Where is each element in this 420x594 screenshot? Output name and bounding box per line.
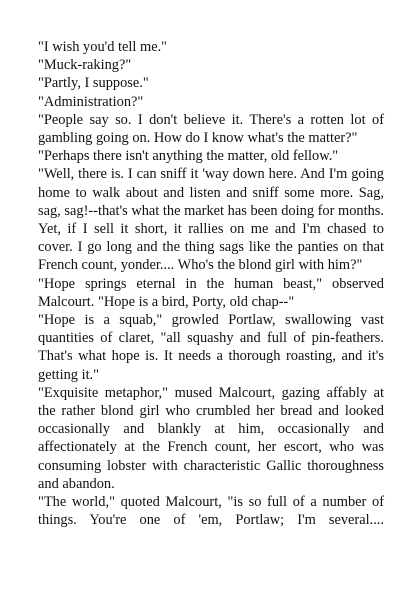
paragraph: "I wish you'd tell me." [38,39,168,55]
paragraph: "Hope springs eternal in the human beast," observed Malcourt. "Hope is a bird, Porty, old chap--" [38,275,384,310]
paragraph: "Hope is a squab," growled Portlaw, swallowing vast quantities of claret, "all squashy and full of pin-feathers. That's what hope is. It needs a thorough roasting, and it's getting it." [38,312,384,383]
paragraph: "Perhaps there isn't anything the matter, old fellow." [38,148,339,165]
paragraph: "The world," quoted Malcourt, "is so full of a number of things. You're one of 'em, Portlaw; I'm several.... [38,494,384,529]
book-page [38,38,384,529]
paragraph: "People say so. I don't believe it. There's a rotten lot of gambling going on. How do I know what's the matter?" [38,111,384,147]
paragraph: "Exquisite metaphor," mused Malcourt, gazing affably at the rather blond girl who crumbled her bread and looked occasionally and blankly at him, occasionally and affectionately at the French count, her escort, who was consuming lobster with characteristic Gallic thoroughness and abandon. [38,384,384,492]
paragraph: "Administration?" [38,93,144,110]
paragraph: "Well, there is. I can sniff it 'way down here. And I'm going home to walk about and listen and sniff some more. Sag, sag, sag!--that's what the market has been doing for months. Yet, if I sell it short, it rallies on me and I'm chased to cover. I go long and the thing sags like the panties on that French count, yonder.... Who's the blond girl with him?" [38,166,384,274]
paragraph: "Muck-raking?" [38,57,132,74]
paragraph: "Partly, I suppose." [38,75,149,92]
